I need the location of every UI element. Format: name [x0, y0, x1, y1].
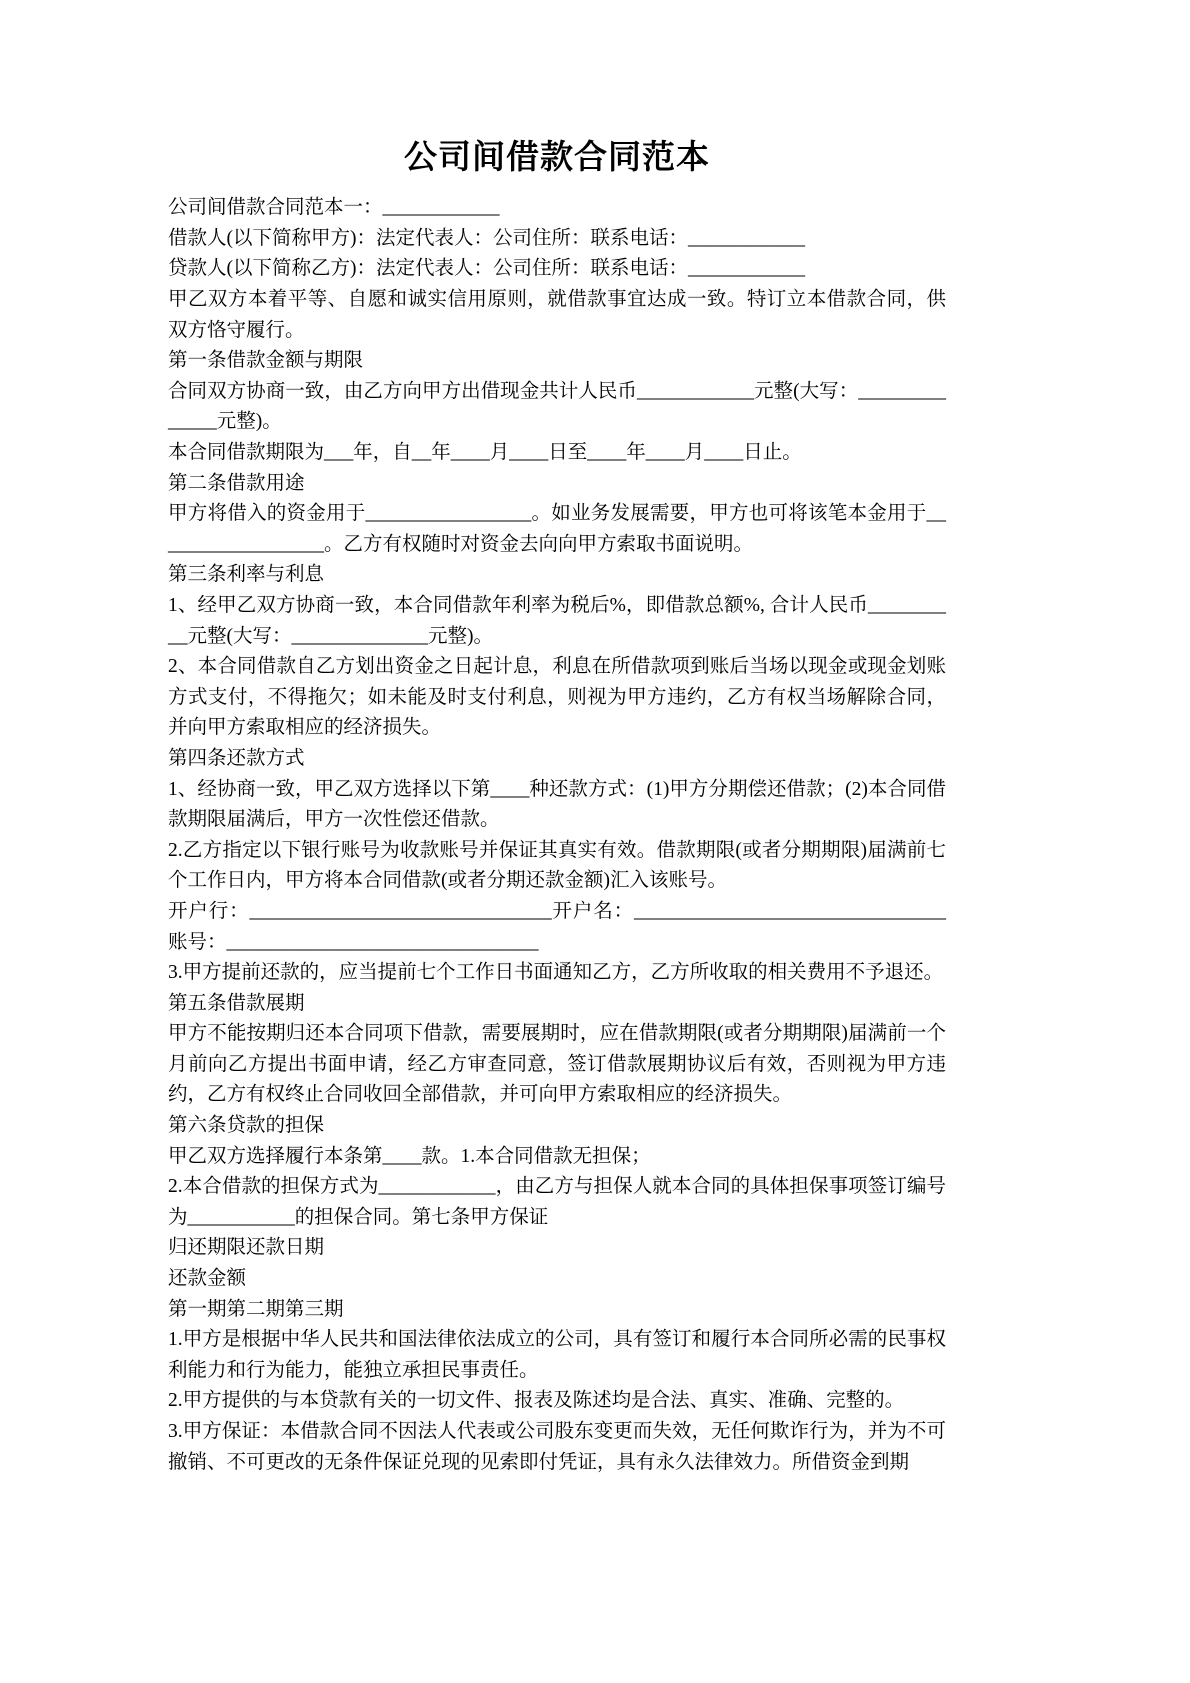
paragraph: 归还期限还款日期 [168, 1237, 325, 1259]
paragraph: 合同双方协商一致，由乙方向甲方出借现金共计人民币____________元整(大写：______________元整)。 [168, 380, 946, 433]
paragraph: 甲乙双方本着平等、自愿和诚实信用原则，就借款事宜达成一致。特订立本借款合同，供双方恪守履行。 [168, 289, 946, 341]
paragraph: 第二条借款用途 [168, 472, 305, 494]
document-content [168, 138, 946, 1478]
paragraph: 1、经协商一致，甲乙双方选择以下第____种还款方式：(1)甲方分期偿还借款；(2)本合同借款期限届满后，甲方一次性偿还借款。 [168, 778, 946, 831]
paragraph: 1.甲方是根据中华人民共和国法律依法成立的公司，具有签订和履行本合同所必需的民事权利能力和行为能力，能独立承担民事责任。 [168, 1329, 946, 1381]
paragraph: 3.甲方提前还款的，应当提前七个工作日书面通知乙方，乙方所收取的相关费用不予退还。 [168, 962, 944, 984]
paragraph: 开户行：_______________________________开户名：________________________________账号：________________________________ [168, 900, 946, 953]
paragraph: 2.本合借款的担保方式为____________，由乙方与担保人就本合同的具体担保事项签订编号为___________的担保合同。第七条甲方保证 [168, 1176, 946, 1228]
paragraph: 1、经甲乙双方协商一致，本合同借款年利率为税后%，即借款总额%, 合计人民币__________元整(大写：______________元整)。 [168, 594, 946, 647]
paragraph: 甲方不能按期归还本合同项下借款，需要展期时，应在借款期限(或者分期期限)届满前一个月前向乙方提出书面申请，经乙方审查同意，签订借款展期协议后有效，否则视为甲方违约，乙方有权终止合同收回全部借款，并可向甲方索取相应的经济损失。 [168, 1023, 946, 1106]
paragraph: 2、本合同借款自乙方划出资金之日起计息，利息在所借款项到账后当场以现金或现金划账方式支付，不得拖欠；如未能及时支付利息，则视为甲方违约，乙方有权当场解除合同，并向甲方索取相应的经济损失。 [168, 656, 946, 739]
paragraph: 2.乙方指定以下银行账号为收款账号并保证其真实有效。借款期限(或者分期期限)届满前七个工作日内，甲方将本合同借款(或者分期还款金额)汇入该账号。 [168, 839, 946, 892]
paragraph: 甲方将借入的资金用于_________________。如业务发展需要，甲方也可将该笔本金用于__________________。乙方有权随时对资金去向向甲方索取书面说明。 [168, 503, 946, 555]
paragraph: 贷款人(以下简称乙方)：法定代表人：公司住所：联系电话：____________ [168, 258, 805, 280]
page-title: 公司间借款合同范本 [404, 140, 710, 176]
paragraph: 第四条还款方式 [168, 747, 305, 769]
paragraph: 还款金额 [168, 1268, 247, 1290]
paragraph: 第一条借款金额与期限 [168, 350, 364, 372]
paragraph: 第六条贷款的担保 [168, 1115, 325, 1137]
paragraph: 第五条借款展期 [168, 992, 305, 1014]
paragraph: 第三条利率与利息 [168, 564, 325, 586]
paragraph: 2.甲方提供的与本贷款有关的一切文件、报表及陈述均是合法、真实、准确、完整的。 [168, 1390, 905, 1412]
paragraph: 甲乙双方选择履行本条第____款。1.本合同借款无担保； [168, 1145, 651, 1167]
paragraph: 第一期第二期第三期 [168, 1298, 344, 1320]
document-body [168, 193, 946, 1478]
paragraph: 公司间借款合同范本一：____________ [168, 197, 500, 219]
paragraph: 本合同借款期限为___年，自__年____月____日至____年____月____日止。 [168, 442, 802, 463]
paragraph: 借款人(以下简称甲方)：法定代表人：公司住所：联系电话：____________ [168, 227, 805, 249]
paragraph: 3.甲方保证：本借款合同不因法人代表或公司股东变更而失效，无任何欺诈行为，并为不可撤销、不可更改的无条件保证兑现的见索即付凭证，具有永久法律效力。所借资金到期 [168, 1421, 946, 1473]
